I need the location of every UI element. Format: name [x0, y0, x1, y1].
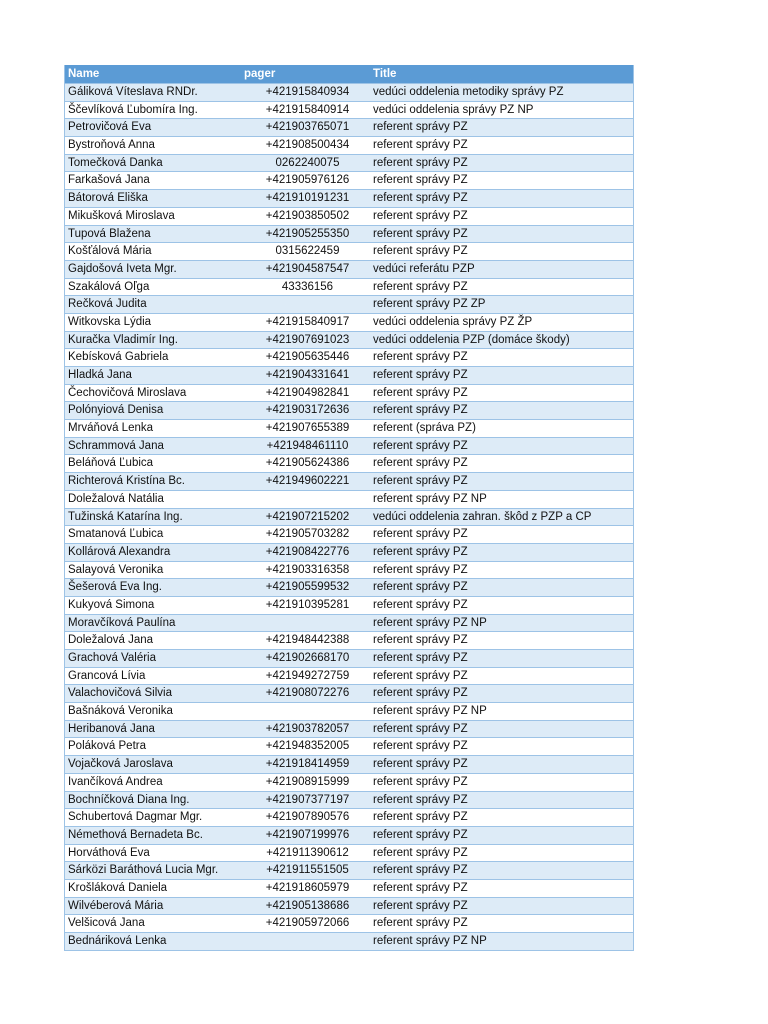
- name-cell: Petrovičová Eva: [68, 121, 152, 134]
- table-row: [65, 101, 633, 119]
- pager-cell: +421915840914: [265, 103, 350, 116]
- title-cell: vedúci oddelenia metodiky správy PZ: [373, 86, 564, 98]
- name-cell: Heribanová Jana: [68, 722, 155, 735]
- title-cell: referent správy PZ: [373, 563, 468, 576]
- pager-cell: +421903172636: [265, 404, 350, 417]
- table-row: [65, 667, 633, 685]
- pager-cell: +421949272759: [265, 669, 350, 682]
- table-row: [65, 295, 633, 313]
- column-header-name: Name: [68, 68, 100, 80]
- pager-cell: +421949602221: [265, 475, 350, 488]
- name-cell: Ivančíková Andrea: [68, 775, 163, 788]
- table-row: [65, 596, 633, 614]
- name-cell: Witkovska Lýdia: [68, 315, 152, 328]
- title-cell: referent správy PZ: [373, 245, 468, 258]
- pager-cell: +421948442388: [265, 634, 350, 647]
- table-row: [65, 508, 633, 526]
- pager-cell: 0262240075: [275, 156, 340, 169]
- table-row: [65, 614, 633, 632]
- pager-cell: +421905599532: [265, 581, 350, 594]
- title-cell: referent správy PZ: [373, 652, 468, 664]
- name-cell: Grachová Valéria: [68, 652, 156, 664]
- name-cell: Beláňová Ľubica: [68, 457, 154, 470]
- pager-cell: +421907377197: [265, 793, 350, 806]
- name-cell: Gajdošová Iveta Mgr.: [68, 262, 177, 275]
- title-cell: referent správy PZ: [373, 917, 468, 930]
- title-cell: vedúci oddelenia správy PZ NP: [373, 103, 534, 116]
- title-cell: referent správy PZ: [373, 139, 468, 152]
- table-row: [65, 561, 633, 579]
- table-row: [65, 242, 633, 260]
- table-row: [65, 861, 633, 879]
- name-cell: Schrammová Jana: [68, 439, 164, 452]
- name-cell: Tomečková Danka: [68, 156, 163, 169]
- pager-cell: [244, 296, 371, 313]
- pager-cell: +421905976126: [265, 174, 350, 187]
- pager-cell: +421903850502: [265, 209, 350, 222]
- name-cell: Ščevlíková Ľubomíra Ing.: [68, 103, 198, 116]
- name-cell: Richterová Kristína Bc.: [68, 475, 185, 488]
- table-row: [65, 720, 633, 738]
- name-cell: Šešerová Eva Ing.: [68, 581, 162, 594]
- title-cell: referent správy PZ: [373, 669, 468, 682]
- name-cell: Bátorová Eliška: [68, 192, 148, 205]
- table-row: [65, 225, 633, 243]
- name-cell: Bednáriková Lenka: [68, 935, 167, 947]
- pager-cell: +421908915999: [265, 775, 350, 788]
- pager-cell: +421905624386: [265, 457, 350, 470]
- table-row: [65, 702, 633, 720]
- table-row: [65, 826, 633, 844]
- table-row: [65, 844, 633, 862]
- pager-cell: +421911551505: [266, 864, 349, 877]
- pager-cell: +421918414959: [265, 758, 350, 771]
- pager-cell: +421907199976: [265, 828, 350, 841]
- title-cell: referent správy PZ: [373, 811, 468, 824]
- title-cell: referent správy PZ: [373, 404, 468, 417]
- pager-cell: +421910191231: [265, 192, 350, 205]
- pager-cell: +421903765071: [265, 121, 350, 134]
- pager-cell: +421905255350: [265, 227, 350, 240]
- pager-cell: +421908500434: [265, 139, 350, 152]
- pager-cell: +421908072276: [265, 687, 350, 700]
- pager-cell: 0315622459: [275, 245, 340, 258]
- name-cell: Hladká Jana: [68, 369, 132, 381]
- name-cell: Tupová Blažena: [68, 227, 151, 240]
- name-cell: Horváthová Eva: [68, 846, 150, 859]
- name-cell: Vojačková Jaroslava: [68, 758, 173, 771]
- name-cell: Valachovičová Silvia: [68, 687, 172, 700]
- title-cell: referent správy PZ NP: [373, 935, 487, 947]
- title-cell: referent správy PZ: [373, 369, 468, 381]
- table-row: [65, 755, 633, 773]
- title-cell: referent správy PZ: [373, 528, 468, 541]
- pager-cell: +421903782057: [265, 722, 350, 735]
- title-cell: referent správy PZ: [373, 439, 468, 452]
- pager-cell: +421905703282: [265, 528, 350, 541]
- name-cell: Mikušková Miroslava: [68, 209, 175, 222]
- title-cell: referent (správa PZ): [373, 422, 476, 435]
- title-cell: referent správy PZ: [373, 740, 468, 753]
- title-cell: referent správy PZ NP: [373, 492, 487, 505]
- table-row: [65, 136, 633, 154]
- table-row: [65, 419, 633, 437]
- column-header-pager: pager: [244, 68, 276, 80]
- table-row: [65, 278, 633, 296]
- name-cell: Bašnáková Veronika: [68, 705, 173, 718]
- pager-cell: +421910395281: [265, 598, 350, 611]
- pager-cell: +421903316358: [265, 563, 350, 576]
- name-cell: Košťálová Mária: [68, 245, 152, 258]
- title-cell: referent správy PZ: [373, 386, 468, 399]
- table-row: [65, 260, 633, 278]
- pager-cell: +421905635446: [265, 351, 350, 364]
- name-cell: Polónyiová Denisa: [68, 404, 164, 417]
- name-cell: Sárközi Baráthová Lucia Mgr.: [68, 864, 219, 877]
- pager-cell: 43336156: [281, 280, 334, 293]
- pager-cell: +421904587547: [265, 262, 350, 275]
- name-cell: Kuračka Vladimír Ing.: [68, 333, 178, 346]
- pager-cell: +421948461110: [266, 439, 349, 452]
- pager-cell: +421905972066: [265, 917, 350, 930]
- title-cell: referent správy PZ: [373, 775, 468, 788]
- name-cell: Farkašová Jana: [68, 174, 150, 187]
- pager-cell: +421907890576: [265, 811, 350, 824]
- pager-cell: +421948352005: [265, 740, 350, 753]
- table-row: [65, 331, 633, 349]
- title-cell: referent správy PZ: [373, 881, 468, 894]
- table-row: [65, 932, 633, 950]
- name-cell: Szakálová Oľga: [68, 280, 150, 293]
- table-row: [65, 914, 633, 932]
- title-cell: referent správy PZ: [373, 581, 468, 594]
- title-cell: referent správy PZ: [373, 227, 468, 240]
- table-row: [65, 189, 633, 207]
- pager-cell: +421905138686: [265, 899, 350, 912]
- title-cell: referent správy PZ: [373, 209, 468, 222]
- name-cell: Moravčíková Paulína: [68, 616, 176, 629]
- title-cell: referent správy PZ ZP: [373, 298, 486, 311]
- title-cell: referent správy PZ: [373, 156, 468, 169]
- title-cell: referent správy PZ: [373, 687, 468, 700]
- title-cell: referent správy PZ: [373, 722, 468, 735]
- title-cell: referent správy PZ: [373, 758, 468, 771]
- title-cell: vedúci oddelenia PZP (domáce škody): [373, 333, 570, 346]
- table-row: [65, 631, 633, 649]
- table-row: [65, 791, 633, 809]
- pager-cell: +421918605979: [265, 881, 350, 894]
- table-row: [65, 454, 633, 472]
- name-cell: Kebísková Gabriela: [68, 351, 169, 364]
- table-row: [65, 525, 633, 543]
- title-cell: referent správy PZ NP: [373, 616, 487, 629]
- title-cell: vedúci oddelenia zahran. škôd z PZP a CP: [373, 510, 592, 523]
- title-cell: referent správy PZ: [373, 174, 468, 187]
- table-row: [65, 808, 633, 826]
- pager-cell: +421915840934: [265, 86, 350, 98]
- title-cell: referent správy PZ: [373, 475, 468, 488]
- table-row: [65, 83, 633, 101]
- name-cell: Krošláková Daniela: [68, 881, 168, 894]
- name-cell: Bystroňová Anna: [68, 139, 155, 152]
- pager-cell: [244, 615, 371, 632]
- pager-cell: +421907655389: [265, 422, 350, 435]
- name-cell: Doležalová Jana: [68, 634, 154, 647]
- name-cell: Kollárová Alexandra: [68, 545, 171, 558]
- table-row: [65, 578, 633, 596]
- name-cell: Velšicová Jana: [68, 917, 145, 930]
- name-cell: Wilvéberová Mária: [68, 899, 164, 912]
- table-row: [65, 684, 633, 702]
- name-cell: Bochníčková Diana Ing.: [68, 793, 190, 806]
- name-cell: Rečková Judita: [68, 298, 147, 311]
- table-row: [65, 879, 633, 897]
- pager-cell: +421908422776: [265, 545, 350, 558]
- title-cell: referent správy PZ: [373, 351, 468, 364]
- name-cell: Poláková Petra: [68, 740, 146, 753]
- table-row: [65, 118, 633, 136]
- pager-cell: +421902668170: [265, 652, 350, 664]
- pager-cell: +421907215202: [265, 510, 350, 523]
- name-cell: Grancová Lívia: [68, 669, 146, 682]
- title-cell: referent správy PZ NP: [373, 705, 487, 718]
- name-cell: Doležalová Natália: [68, 492, 164, 505]
- pager-cell: +421915840917: [265, 315, 350, 328]
- name-cell: Salayová Veronika: [68, 563, 164, 576]
- table-row: [65, 649, 633, 667]
- table-row: [65, 472, 633, 490]
- table-row: [65, 348, 633, 366]
- table-row: [65, 737, 633, 755]
- pager-cell: [244, 491, 371, 508]
- title-cell: referent správy PZ: [373, 545, 468, 558]
- table-row: [65, 437, 633, 455]
- title-cell: referent správy PZ: [373, 899, 468, 912]
- title-cell: referent správy PZ: [373, 192, 468, 205]
- table-header: [65, 65, 633, 83]
- title-cell: referent správy PZ: [373, 828, 468, 841]
- table-row: [65, 154, 633, 172]
- table-row: [65, 366, 633, 384]
- pager-cell: +421911390612: [266, 846, 349, 859]
- name-cell: Gáliková Víteslava RNDr.: [68, 86, 198, 98]
- table-row: [65, 313, 633, 331]
- title-cell: referent správy PZ: [373, 598, 468, 611]
- table-row: [65, 490, 633, 508]
- table-row: [65, 543, 633, 561]
- name-cell: Smatanová Ľubica: [68, 528, 164, 541]
- pager-cell: [244, 703, 371, 720]
- pager-cell: +421907691023: [265, 333, 350, 346]
- title-cell: vedúci oddelenia správy PZ ŽP: [373, 315, 533, 328]
- pager-cell: +421904982841: [265, 386, 350, 399]
- name-cell: Némethová Bernadeta Bc.: [68, 828, 203, 841]
- table-row: [65, 171, 633, 189]
- table-row: [65, 384, 633, 402]
- table-row: [65, 207, 633, 225]
- pager-cell: +421904331641: [265, 369, 350, 381]
- column-header-title: Title: [373, 68, 397, 80]
- title-cell: referent správy PZ: [373, 846, 468, 859]
- table-body: [65, 83, 633, 950]
- table-row: [65, 773, 633, 791]
- title-cell: referent správy PZ: [373, 864, 468, 877]
- title-cell: referent správy PZ: [373, 634, 468, 647]
- name-cell: Čechovičová Miroslava: [68, 386, 187, 399]
- title-cell: referent správy PZ: [373, 793, 468, 806]
- name-cell: Mrváňová Lenka: [68, 422, 154, 435]
- name-cell: Tužinská Katarína Ing.: [68, 510, 183, 523]
- title-cell: referent správy PZ: [373, 457, 468, 470]
- title-cell: referent správy PZ: [373, 121, 468, 134]
- name-cell: Kukyová Simona: [68, 598, 155, 611]
- contact-table: [64, 65, 634, 951]
- table-row: [65, 897, 633, 915]
- pager-cell: [244, 933, 371, 950]
- title-cell: vedúci referátu PZP: [373, 262, 475, 275]
- title-cell: referent správy PZ: [373, 280, 468, 293]
- name-cell: Schubertová Dagmar Mgr.: [68, 811, 203, 824]
- table-row: [65, 401, 633, 419]
